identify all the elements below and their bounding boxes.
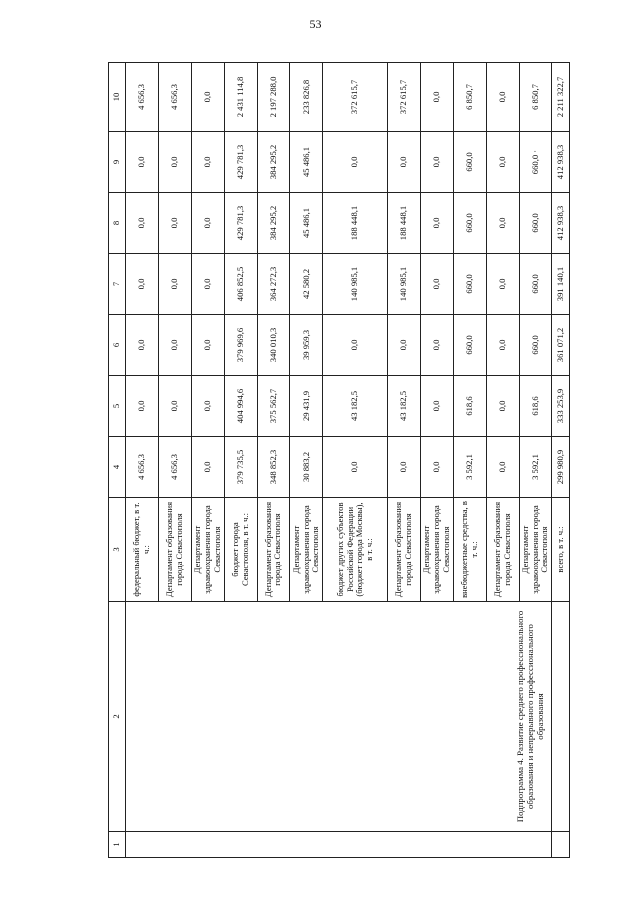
value-cell: 0,0 [486,132,519,193]
value-cell: 0,0 [420,63,453,132]
value-cell: 0,0 [486,254,519,315]
source-cell: Департамент здравоохранения города Севастополя [519,498,552,602]
value-cell: 618,6 [453,376,486,437]
value-cell: 0,0 [158,315,191,376]
value-cell: 660,0 · [519,132,552,193]
value-cell: 140 985,1 [323,254,388,315]
value-cell: 0,0 [420,132,453,193]
col-header-2: 2 [109,602,126,832]
value-cell: 0,0 [486,63,519,132]
col1-cell [552,832,570,858]
value-cell: 379 969,6 [224,315,257,376]
value-cell: 4 656,3 [126,437,159,498]
value-cell: 43 182,5 [323,376,388,437]
col1-cell [126,832,552,858]
value-cell: 0,0 [323,315,388,376]
value-cell: 45 486,1 [290,132,323,193]
value-cell: 0,0 [191,437,224,498]
value-cell: 660,0 [519,315,552,376]
col-header-4: 4 [109,437,126,498]
page-number: 53 [309,17,322,31]
budget-table [108,62,570,858]
value-cell: 0,0 [126,193,159,254]
col2-cell [552,602,570,832]
col-header-6: 6 [109,315,126,376]
value-cell: 0,0 [126,254,159,315]
value-cell: 0,0 [486,193,519,254]
value-cell: 4 656,3 [158,63,191,132]
value-cell: 660,0 [453,132,486,193]
value-cell: 660,0 [519,193,552,254]
program-title: Подпрограмма 4. Развитие среднего профессионального образования и непрерывного профессионального образования [126,602,552,832]
value-cell: 379 735,5 [224,437,257,498]
source-cell: Департамент образования города Севастополя [158,498,191,602]
value-cell: 0,0 [158,132,191,193]
total-value-cell: 299 980,9 [552,437,570,498]
value-cell: 660,0 [453,254,486,315]
value-cell: 0,0 [388,315,421,376]
source-cell: Департамент здравоохранения города Севастополя [290,498,323,602]
value-cell: 404 994,6 [224,376,257,437]
value-cell: 0,0 [420,315,453,376]
value-cell: 372 615,7 [323,63,388,132]
value-cell: 0,0 [388,437,421,498]
total-value-cell: 412 938,3 [552,193,570,254]
value-cell: 0,0 [191,254,224,315]
value-cell: 0,0 [191,315,224,376]
source-cell: Департамент здравоохранения города Севастополя [191,498,224,602]
value-cell: 188 448,1 [388,193,421,254]
source-cell: Департамент образования города Севастополя [257,498,290,602]
col-header-5: 5 [109,376,126,437]
value-cell: 233 826,8 [290,63,323,132]
value-cell: 406 852,5 [224,254,257,315]
value-cell: 0,0 [323,437,388,498]
rotated-table-wrapper [108,63,570,858]
value-cell: 372 615,7 [388,63,421,132]
value-cell: 0,0 [388,132,421,193]
value-cell: 29 431,9 [290,376,323,437]
value-cell: 384 295,2 [257,193,290,254]
value-cell: 0,0 [158,254,191,315]
value-cell: 140 985,1 [388,254,421,315]
value-cell: 2 431 114,8 [224,63,257,132]
table-row [126,63,159,858]
value-cell: 4 656,3 [126,63,159,132]
value-cell: 364 272,3 [257,254,290,315]
value-cell: 429 781,3 [224,132,257,193]
value-cell: 0,0 [191,193,224,254]
value-cell: 0,0 [420,376,453,437]
value-cell: 0,0 [420,437,453,498]
value-cell: 660,0 [453,315,486,376]
value-cell: 39 959,3 [290,315,323,376]
value-cell: 2 197 288,0 [257,63,290,132]
source-cell: Департамент образования города Севастополя [486,498,519,602]
col-header-9: 9 [109,132,126,193]
value-cell: 45 486,1 [290,193,323,254]
source-cell: Департамент образования города Севастополя [388,498,421,602]
total-value-cell: 2 211 322,7 [552,63,570,132]
value-cell: 30 883,2 [290,437,323,498]
value-cell: 0,0 [191,376,224,437]
col-header-10: 10 [109,63,126,132]
col-header-3: 3 [109,498,126,602]
col-header-8: 8 [109,193,126,254]
col-header-7: 7 [109,254,126,315]
value-cell: 348 852,3 [257,437,290,498]
value-cell: 375 562,7 [257,376,290,437]
total-label: всего, в т. ч.: [552,498,570,602]
header-row [109,63,126,858]
value-cell: 0,0 [486,315,519,376]
value-cell: 429 781,3 [224,193,257,254]
source-cell: внебюджетные средства, в т. ч.: [453,498,486,602]
value-cell: 660,0 [453,193,486,254]
value-cell: 340 010,3 [257,315,290,376]
value-cell: 6 850,7 [519,63,552,132]
value-cell: 0,0 [158,376,191,437]
total-value-cell: 391 140,1 [552,254,570,315]
value-cell: 0,0 [486,376,519,437]
total-row [552,63,570,858]
value-cell: 3 592,1 [453,437,486,498]
source-cell: бюджет других субъектов Российской Федерации (бюджет города Москвы), в т. ч.: [323,498,388,602]
value-cell: 0,0 [158,193,191,254]
value-cell: 0,0 [486,437,519,498]
source-cell: бюджет города Севастополя, в т. ч.: [224,498,257,602]
source-cell: Департамент здравоохранения города Севастополя [420,498,453,602]
total-value-cell: 361 071,2 [552,315,570,376]
total-value-cell: 412 938,3 [552,132,570,193]
source-cell: федеральный бюджет, в т. ч.: [126,498,159,602]
value-cell: 42 580,2 [290,254,323,315]
value-cell: 618,6 [519,376,552,437]
value-cell: 384 295,2 [257,132,290,193]
value-cell: 188 448,1 [323,193,388,254]
value-cell: 4 656,3 [158,437,191,498]
col-header-1: 1 [109,832,126,858]
value-cell: 0,0 [323,132,388,193]
value-cell: 0,0 [191,63,224,132]
value-cell: 0,0 [126,376,159,437]
value-cell: 0,0 [126,132,159,193]
value-cell: 0,0 [420,254,453,315]
value-cell: 0,0 [191,132,224,193]
total-value-cell: 333 253,9 [552,376,570,437]
value-cell: 43 182,5 [388,376,421,437]
value-cell: 660,0 [519,254,552,315]
value-cell: 0,0 [126,315,159,376]
value-cell: 0,0 [420,193,453,254]
value-cell: 6 850,7 [453,63,486,132]
value-cell: 3 592,1 [519,437,552,498]
